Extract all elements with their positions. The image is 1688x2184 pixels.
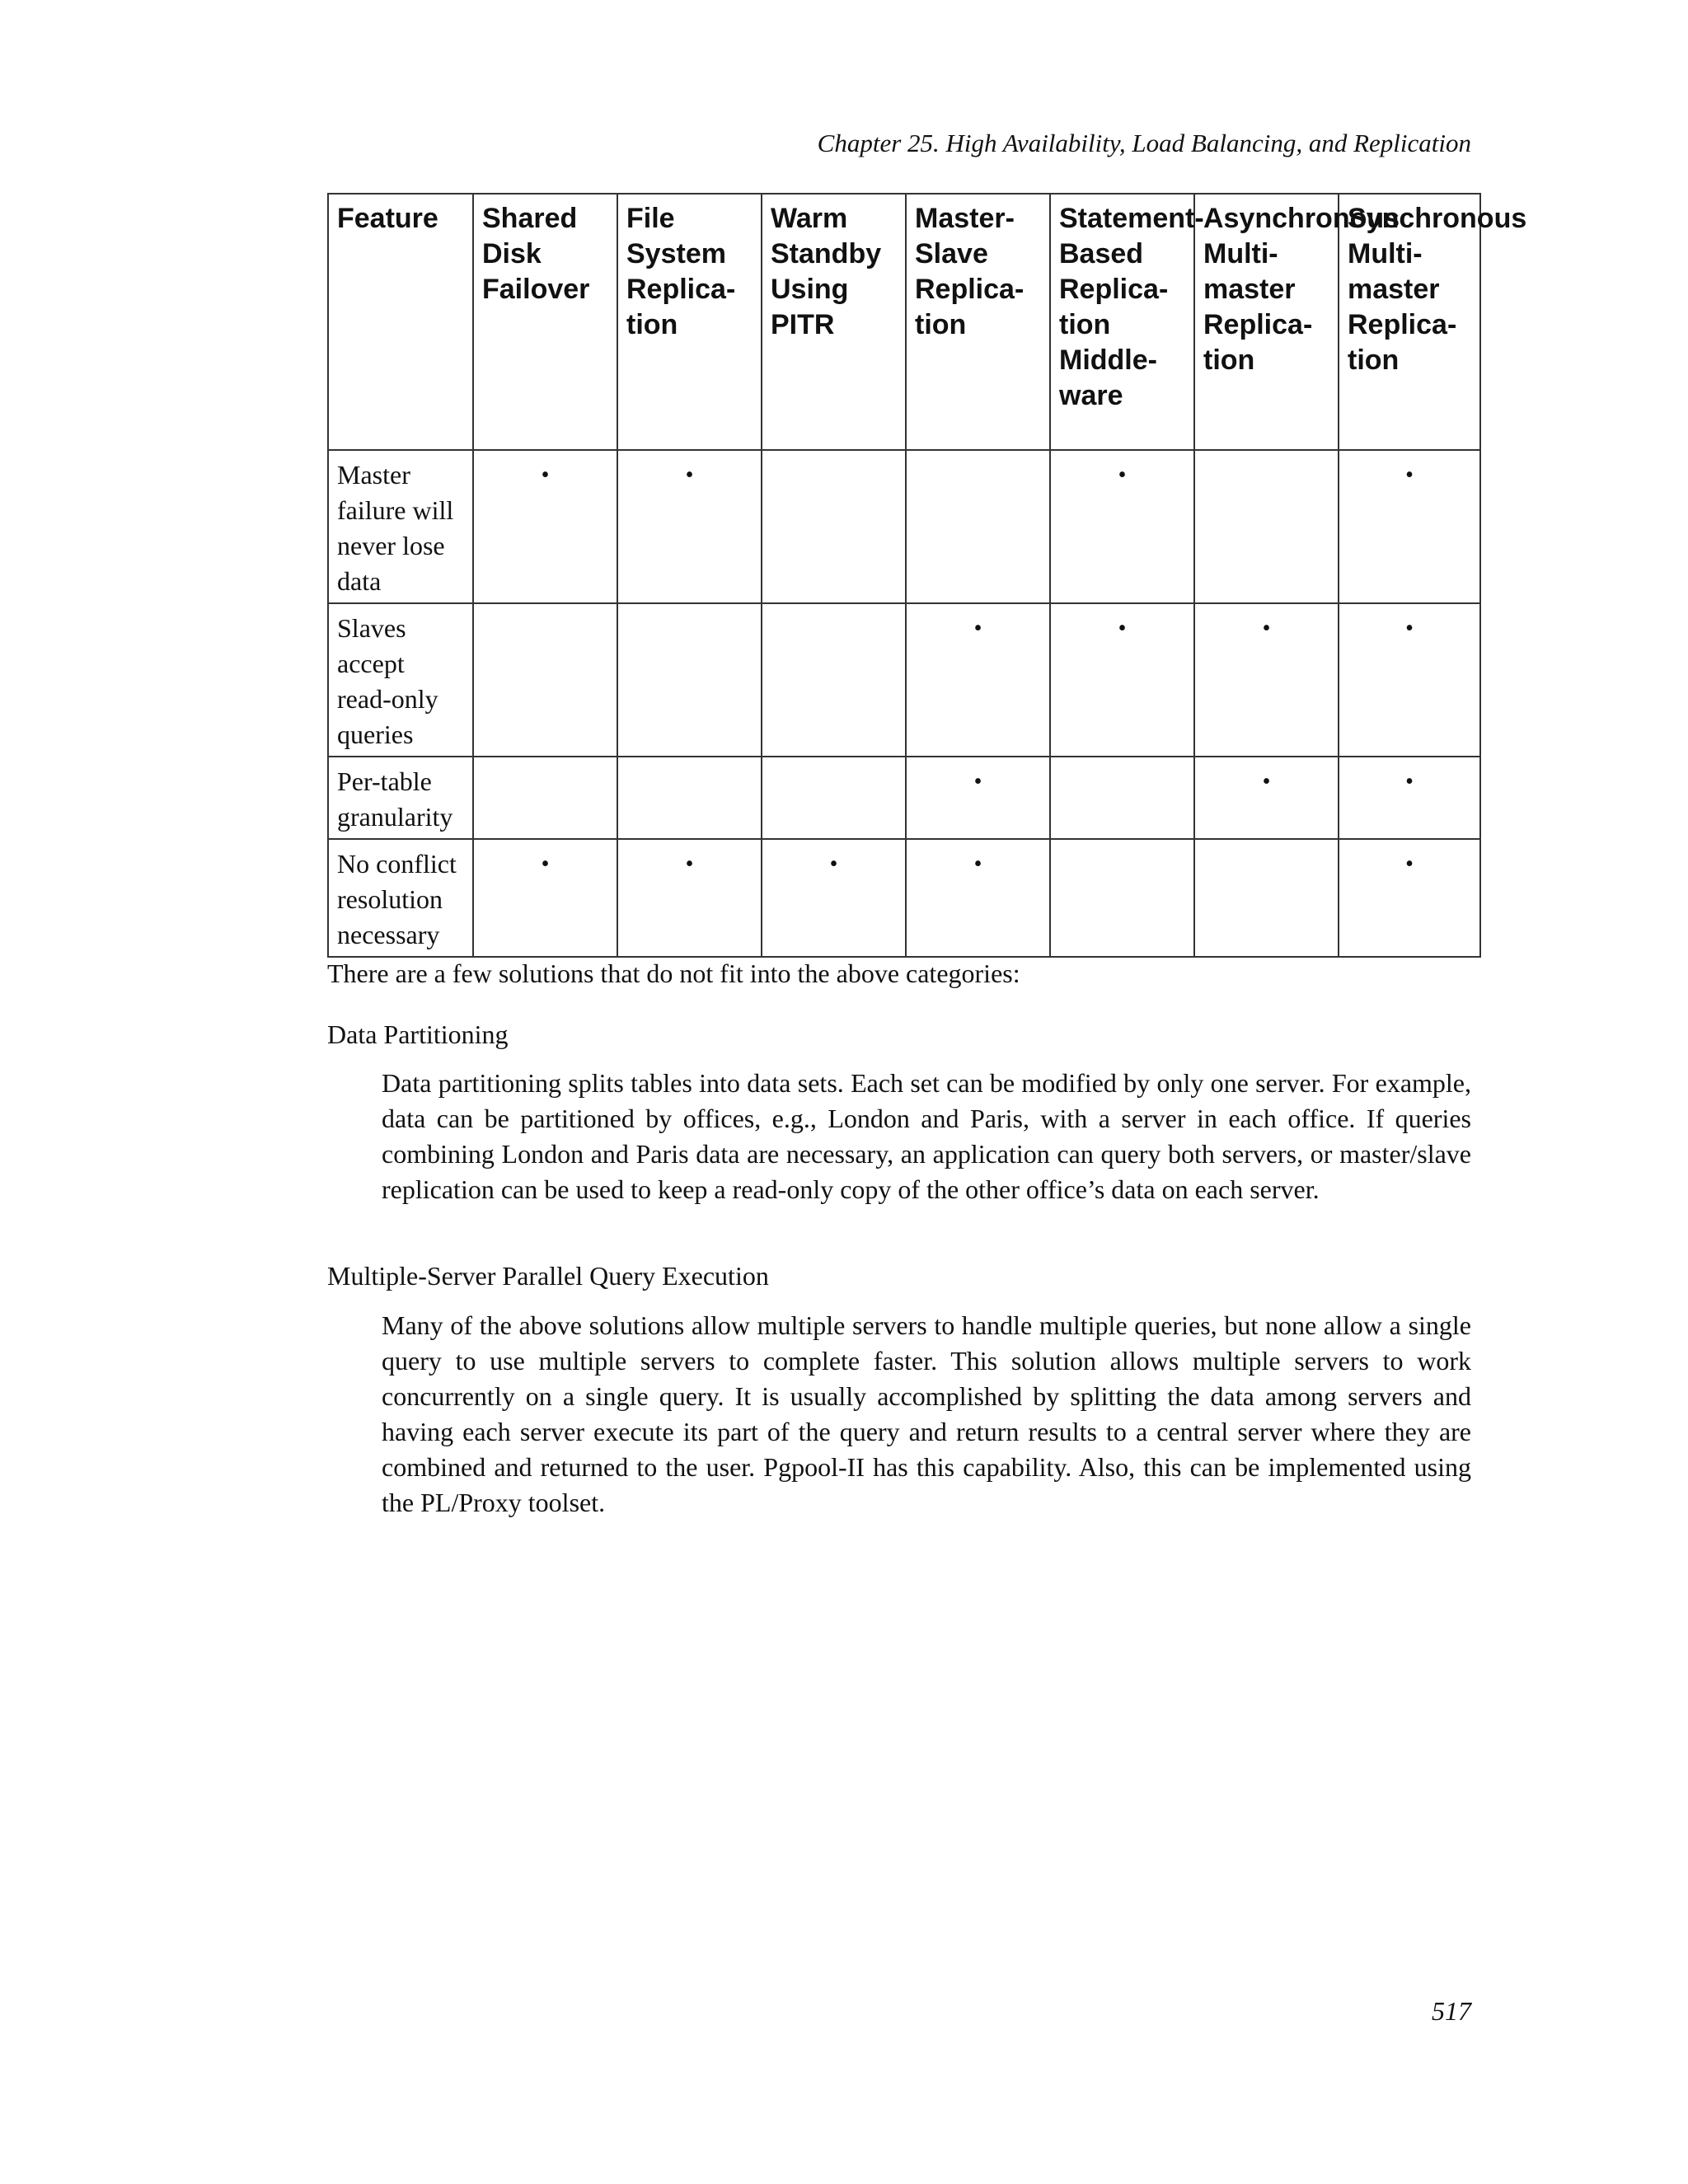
- table-cell: •: [1339, 839, 1480, 957]
- table-cell: [1194, 839, 1339, 957]
- row-label: No conflict resolution necessary: [328, 839, 473, 957]
- table-cell: •: [906, 603, 1050, 757]
- table-cell: [1050, 839, 1194, 957]
- table-cell: [473, 757, 617, 839]
- table-cell: [762, 757, 906, 839]
- table-cell: •: [473, 839, 617, 957]
- table-row: [328, 450, 1480, 603]
- table-cell: [473, 603, 617, 757]
- table-cell: [762, 603, 906, 757]
- table-cell: •: [1339, 450, 1480, 603]
- feature-comparison-table-wrapper: [327, 193, 1527, 958]
- table-row: [328, 757, 1480, 839]
- table-cell: [762, 450, 906, 603]
- table-cell: •: [1339, 757, 1480, 839]
- column-header: Warm Standby Using PITR: [762, 194, 906, 450]
- table-cell: [617, 603, 762, 757]
- table-cell: [1194, 450, 1339, 603]
- table-cell: [617, 757, 762, 839]
- table-cell: •: [1194, 603, 1339, 757]
- column-header: Synchronous Multi- master Replica- tion: [1339, 194, 1480, 450]
- running-header: Chapter 25. High Availability, Load Balancing, and Replication: [817, 129, 1471, 157]
- definition-data-partitioning: Data partitioning splits tables into data sets. Each set can be modified by only one server. For example, data can be partitioned by offices, e.g., London and Paris, with a server in each office. If queries combining London and Paris data are necessary, an application can query both servers, or master/slave replication can be used to keep a read-only copy of the other office’s data on each server.: [382, 1068, 1471, 1204]
- table-cell: [1050, 757, 1194, 839]
- table-cell: •: [1339, 603, 1480, 757]
- table-cell: •: [1050, 450, 1194, 603]
- table-row: [328, 603, 1480, 757]
- column-header: Master- Slave Replica- tion: [906, 194, 1050, 450]
- row-label: Master failure will never lose data: [328, 450, 473, 603]
- column-header: File System Replica- tion: [617, 194, 762, 450]
- row-label: Per-table granularity: [328, 757, 473, 839]
- table-cell: •: [617, 839, 762, 957]
- column-header: Statement- Based Replica- tion Middle- ware: [1050, 194, 1194, 450]
- column-header-feature: Feature: [328, 194, 473, 450]
- definition-parallel-query-execution: Many of the above solutions allow multiple servers to handle multiple queries, but none allow a single query to use multiple servers to complete faster. This solution allows multiple servers to work concurrently on a single query. It is usually accomplished by splitting the data among servers and having each server execute its part of the query and return results to a central server where they are combined and returned to the user. Pgpool-II has this capability. Also, this can be implemented using the PL/Proxy toolset.: [382, 1310, 1471, 1517]
- table-cell: •: [762, 839, 906, 957]
- table-header-row: [328, 194, 1480, 450]
- intro-paragraph: There are a few solutions that do not fit into the above categories:: [327, 958, 1020, 988]
- term-parallel-query-execution: Multiple-Server Parallel Query Execution: [327, 1261, 769, 1291]
- term-data-partitioning: Data Partitioning: [327, 1019, 509, 1049]
- page-number: 517: [1432, 1996, 1471, 2026]
- column-header: Asynchronous Multi- master Replica- tion: [1194, 194, 1339, 450]
- table-cell: •: [906, 757, 1050, 839]
- table-cell: [906, 450, 1050, 603]
- table-cell: •: [617, 450, 762, 603]
- feature-comparison-table: [327, 193, 1527, 958]
- row-label: Slaves accept read-only queries: [328, 603, 473, 757]
- table-cell: •: [473, 450, 617, 603]
- table-row: [328, 839, 1480, 957]
- table-cell: •: [1050, 603, 1194, 757]
- table-cell: •: [906, 839, 1050, 957]
- column-header: Shared Disk Failover: [473, 194, 617, 450]
- table-cell: •: [1194, 757, 1339, 839]
